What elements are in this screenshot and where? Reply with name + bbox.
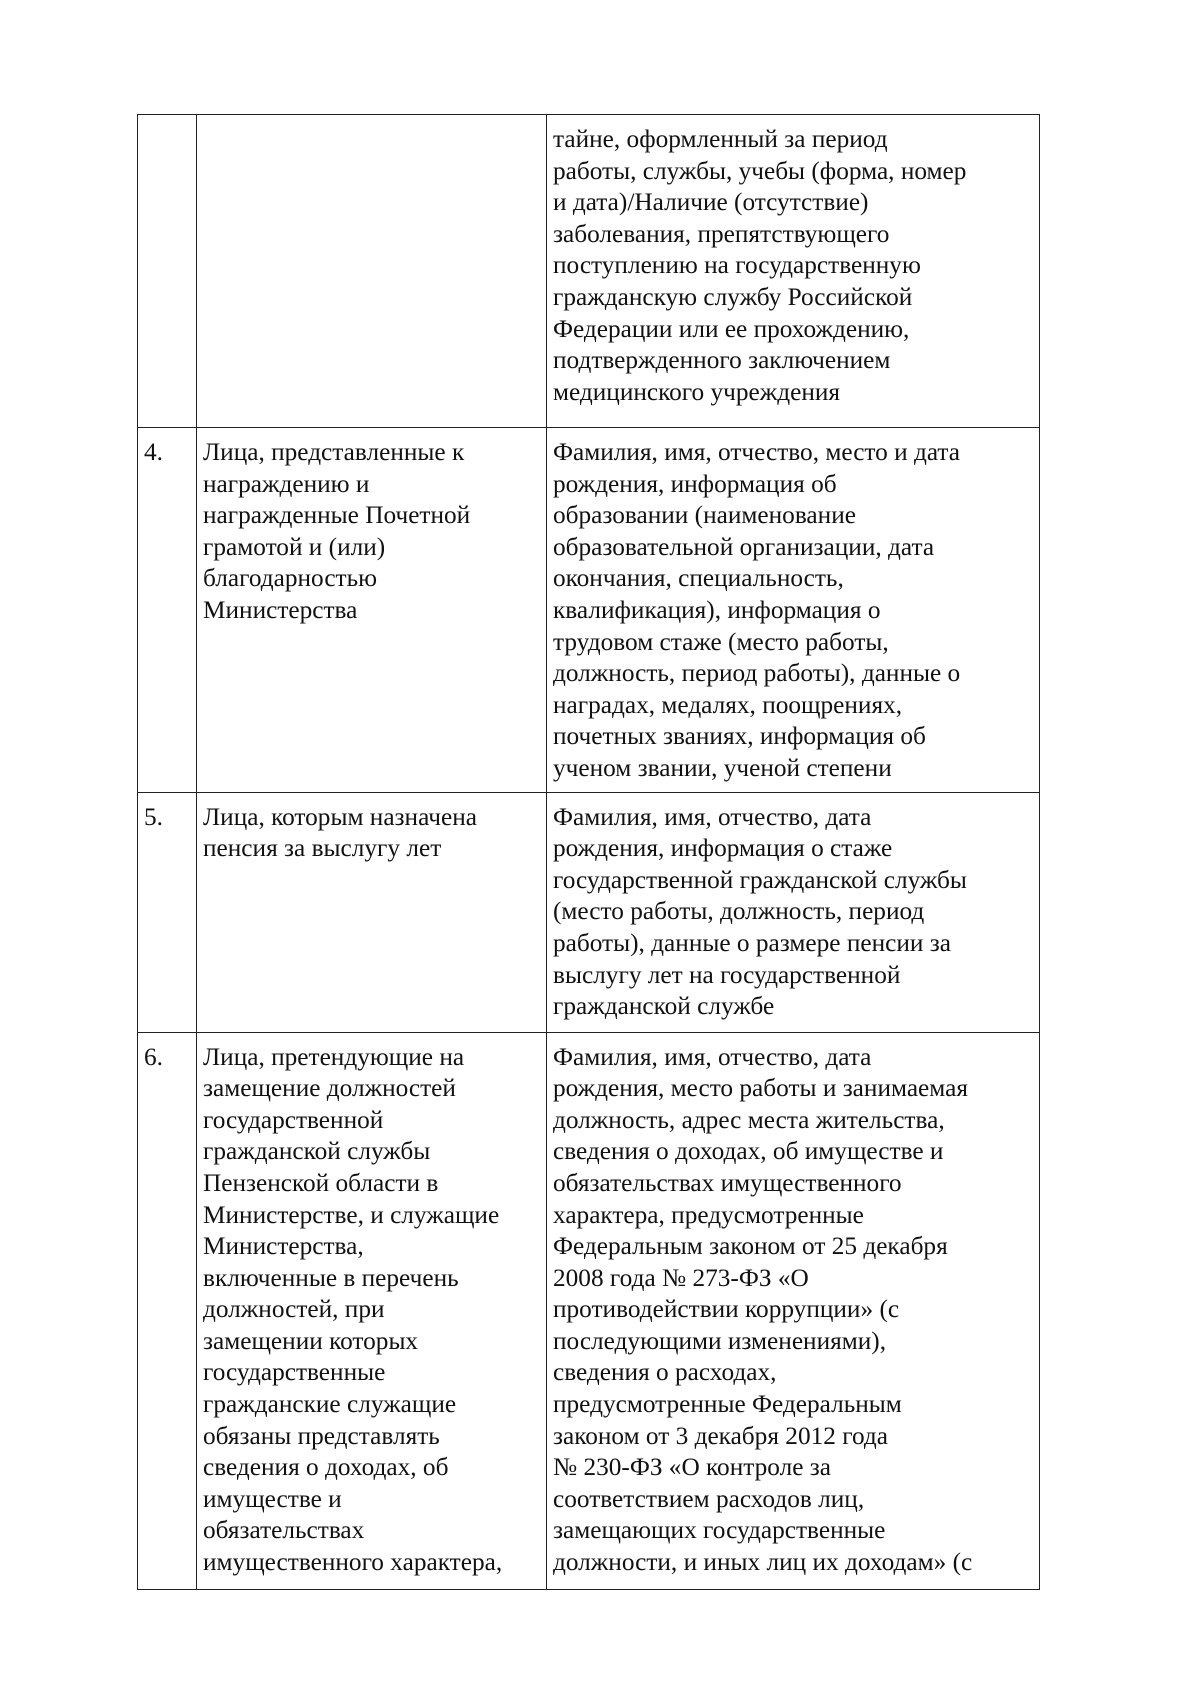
- personal-data-table: [137, 114, 1040, 1590]
- category-cell: Лица, претендующие на замещение должностей государственной гражданской службы Пензенской области в Министерстве, и служащие Министерства, включенные в перечень должностей, при замещении которых государственные гражданские служащие обязаны представлять сведения о доходах, об имуществе и обязательствах имущественного характера,: [197, 1032, 547, 1589]
- row-number-cell: 5.: [138, 792, 197, 1032]
- table-row: [138, 792, 1040, 1032]
- row-number-cell: [138, 115, 197, 428]
- category-cell: Лица, которым назначена пенсия за выслугу лет: [197, 792, 547, 1032]
- data-list-cell: тайне, оформленный за период работы, службы, учебы (форма, номер и дата)/Наличие (отсутствие) заболевания, препятствующего поступлению на государственную гражданскую службу Российской Федерации или ее прохождению, подтвержденного заключением медицинского учреждения: [547, 115, 1040, 428]
- data-list-cell: Фамилия, имя, отчество, место и дата рождения, информация об образовании (наименование образовательной организации, дата окончания, специальность, квалификация), информация о трудовом стаже (место работы, должность, период работы), данные о наградах, медалях, поощрениях, почетных званиях, информация об ученом звании, ученой степени: [547, 428, 1040, 793]
- row-number-cell: 4.: [138, 428, 197, 793]
- category-cell: Лица, представленные к награждению и награжденные Почетной грамотой и (или) благодарностью Министерства: [197, 428, 547, 793]
- category-cell: [197, 115, 547, 428]
- table-row: [138, 1032, 1040, 1589]
- data-list-cell: Фамилия, имя, отчество, дата рождения, информация о стаже государственной гражданской службы (место работы, должность, период работы), данные о размере пенсии за выслугу лет на государственной гражданской службе: [547, 792, 1040, 1032]
- data-list-cell: Фамилия, имя, отчество, дата рождения, место работы и занимаемая должность, адрес места жительства, сведения о доходах, об имуществе и обязательствах имущественного характера, предусмотренные Федеральным законом от 25 декабря 2008 года № 273-ФЗ «О противодействии коррупции» (с последующими изменениями), сведения о расходах, предусмотренные Федеральным законом от 3 декабря 2012 года № 230-ФЗ «О контроле за соответствием расходов лиц, замещающих государственные должности, и иных лиц их доходам» (с: [547, 1032, 1040, 1589]
- row-number-cell: 6.: [138, 1032, 197, 1589]
- table-row: [138, 428, 1040, 793]
- table-row: [138, 115, 1040, 428]
